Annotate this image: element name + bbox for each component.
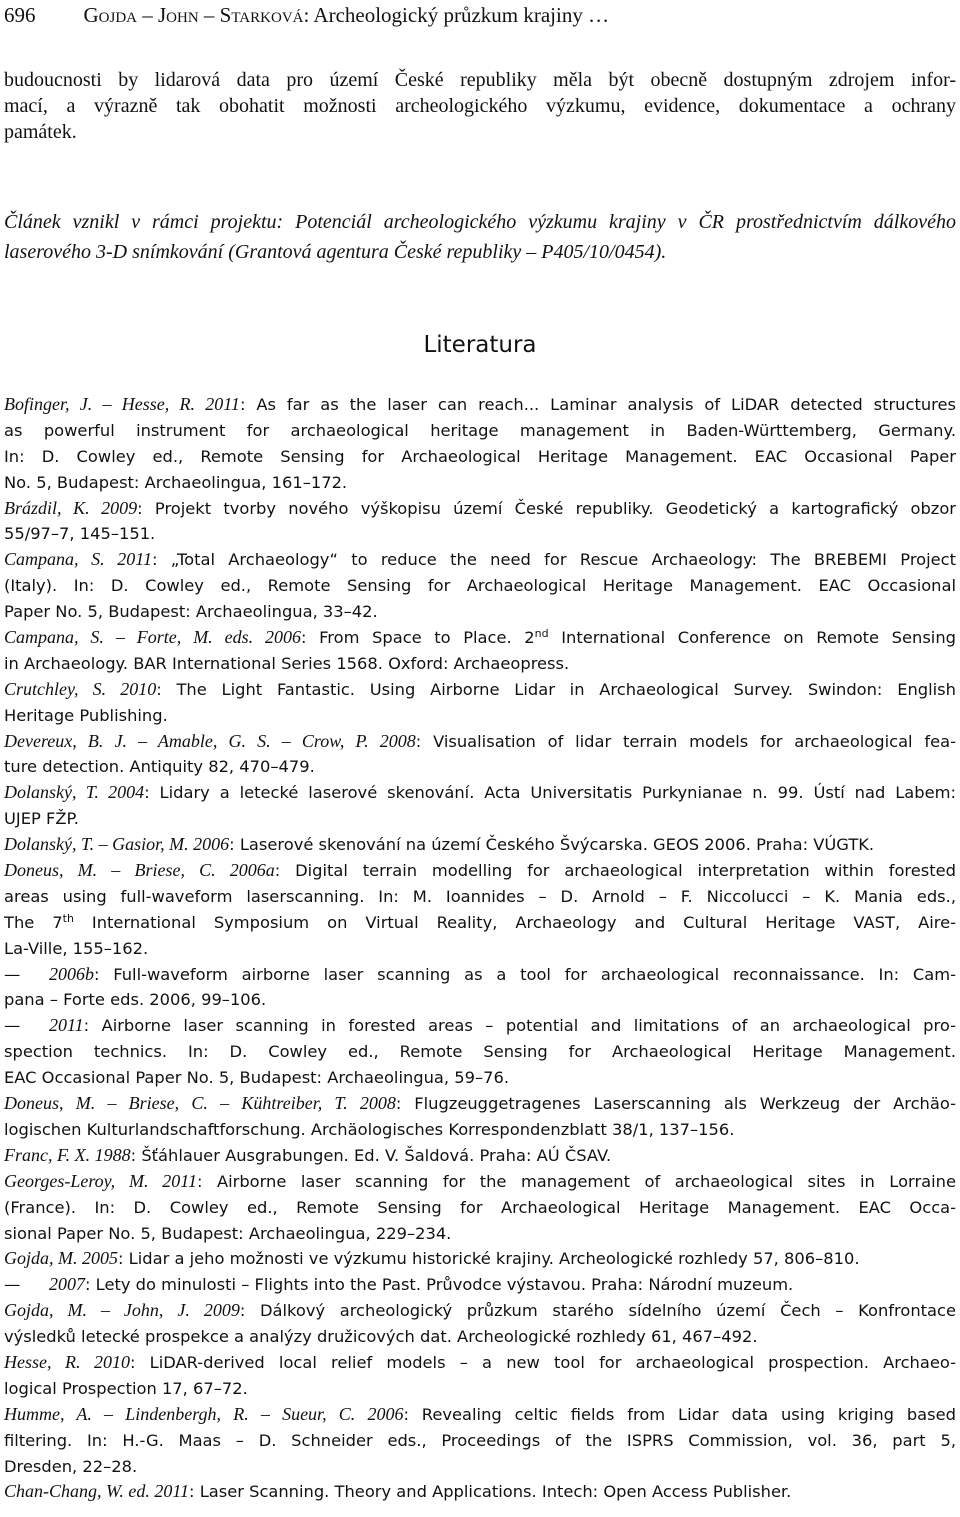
superscript: nd <box>534 627 549 641</box>
body-paragraph <box>4 67 956 145</box>
reference-line: Heritage Publishing. <box>4 705 168 725</box>
reference-line: Gojda, M. – John, J. 2009: Dálkový archeologický průzkum starého sídelního území Čech – Konfrontace <box>4 1300 956 1321</box>
reference-author: Doneus, M. – Briese, C. 2006a <box>4 860 275 881</box>
reference-entry <box>4 780 956 832</box>
reference-author: Franc, F. X. 1988 <box>4 1144 131 1165</box>
reference-entry <box>4 1143 956 1169</box>
reference-line: Doneus, M. – Briese, C. 2006a: Digital terrain modelling for archaeological interpretation within forested <box>4 860 956 881</box>
reference-line: (France). In: D. Cowley ed., Remote Sensing for Archaeological Heritage Management. EAC Occa- <box>4 1197 956 1217</box>
reference-author: Dolanský, T. 2004 <box>4 782 145 803</box>
reference-entry <box>4 1350 956 1402</box>
reference-line: logical Prospection 17, 67–72. <box>4 1378 248 1398</box>
reference-entry <box>4 1402 956 1480</box>
reference-entry <box>4 496 956 548</box>
ditto-dash: — <box>4 964 21 984</box>
ditto-dash: — <box>4 1275 21 1295</box>
reference-line: UJEP FŽP. <box>4 809 79 829</box>
reference-entry <box>4 677 956 729</box>
reference-entry <box>4 392 956 496</box>
page-number: 696 <box>4 3 36 27</box>
reference-line: sional Paper No. 5, Budapest: Archaeolingua, 229–234. <box>4 1223 452 1243</box>
header-title: Archeologický průzkum krajiny … <box>313 3 610 27</box>
reference-line: filtering. In: H.-G. Maas – D. Schneider eds., Proceedings of the ISPRS Commission, vol. 36, part 5, <box>4 1430 956 1450</box>
reference-line: areas using full-waveform laserscanning. In: M. Ioannides – D. Arnold – F. Niccolucci – K. Mania eds., <box>4 886 956 906</box>
reference-author: Campana, S. – Forte, M. eds. 2006 <box>4 627 302 648</box>
reference-line: The 7th International Symposium on Virtual Reality, Archaeology and Cultural Heritage VAST, Aire- <box>4 911 956 932</box>
reference-line: Bofinger, J. – Hesse, R. 2011: As far as the laser can reach... Laminar analysis of LiDAR detected structures <box>4 394 956 414</box>
reference-line: ture detection. Antiquity 82, 470–479. <box>4 757 315 777</box>
reference-line: Humme, A. – Lindenbergh, R. – Sueur, C. 2006: Revealing celtic fields from Lidar data using kriging based <box>4 1403 956 1424</box>
reference-line: pana – Forte eds. 2006, 99–106. <box>4 990 267 1010</box>
reference-list <box>4 392 956 1505</box>
reference-author: Gojda, M. – John, J. 2009 <box>4 1300 240 1321</box>
reference-line: (Italy). In: D. Cowley ed., Remote Sensing for Archaeological Heritage Management. EAC Occasional <box>4 576 956 596</box>
reference-line: Dolanský, T. 2004: Lidary a letecké laserové skenování. Acta Universitatis Purkynianae n. 99. Ústí nad Labem: <box>4 782 956 803</box>
reference-author: Crutchley, S. 2010 <box>4 678 157 699</box>
reference-entry <box>4 1246 956 1272</box>
reference-line: Devereux, B. J. – Amable, G. S. – Crow, P. 2008: Visualisation of lidar terrain models for archaeological fea- <box>4 730 956 751</box>
header-authors: Gojda – John – Starková: <box>83 3 310 27</box>
reference-entry <box>4 625 956 677</box>
reference-author: Georges-Leroy, M. 2011 <box>4 1170 197 1191</box>
reference-entry <box>4 858 956 962</box>
reference-entry <box>4 729 956 781</box>
reference-line: logischen Kulturlandschaftforschung. Archäologisches Korrespondenzblatt 38/1, 137–156. <box>4 1119 735 1139</box>
reference-entry <box>4 1169 956 1247</box>
reference-line: Campana, S. 2011: „Total Archaeology“ to reduce the need for Rescue Archaeology: The BREBEMI Project <box>4 549 957 570</box>
acknowledgement <box>4 207 956 267</box>
reference-author: Doneus, M. – Briese, C. – Kühtreiber, T. 2008 <box>4 1093 396 1114</box>
reference-line: výsledků letecké prospekce a analýzy družicových dat. Archeologické rozhledy 61, 467–492. <box>4 1327 758 1347</box>
reference-line: Franc, F. X. 1988: Šťáhlauer Ausgrabungen. Ed. V. Šaldová. Praha: AÚ ČSAV. <box>4 1144 612 1165</box>
reference-author: Gojda, M. 2005 <box>4 1248 118 1269</box>
reference-line: Dresden, 22–28. <box>4 1456 138 1476</box>
reference-author: Humme, A. – Lindenbergh, R. – Sueur, C. 2006 <box>4 1403 404 1424</box>
reference-line: Hesse, R. 2010: LiDAR-derived local relief models – a new tool for archaeological prospection. Archaeo- <box>4 1351 956 1372</box>
reference-line: in Archaeology. BAR International Series 1568. Oxford: Archaeopress. <box>4 653 570 673</box>
reference-line: In: D. Cowley ed., Remote Sensing for Archaeological Heritage Management. EAC Occasional Paper <box>4 446 956 466</box>
ditto-dash: — <box>4 1016 21 1036</box>
reference-author: Dolanský, T. – Gasior, M. 2006 <box>4 834 230 855</box>
reference-author: Bofinger, J. – Hesse, R. 2011 <box>4 394 240 414</box>
reference-entry <box>4 547 956 625</box>
body-line: budoucnosti by lidarová data pro území České republiky měla být obecně dostupným zdrojem infor- <box>4 69 956 91</box>
reference-line: 55/97–7, 145–151. <box>4 524 156 544</box>
ack-line: laserového 3-D snímkování (Grantová agentura České republiky – P405/10/0454). <box>4 241 667 263</box>
reference-entry <box>4 1272 956 1298</box>
reference-line: Chan-Chang, W. ed. 2011: Laser Scanning. Theory and Applications. Intech: Open Access Publisher. <box>4 1481 792 1502</box>
reference-line: as powerful instrument for archaeological heritage management in Baden-Württemberg, Germany. <box>4 420 956 440</box>
reference-line: Brázdil, K. 2009: Projekt tvorby nového výškopisu území České republiky. Geodetický a kartografický obzor <box>4 497 956 518</box>
ack-line: Článek vznikl v rámci projektu: Potenciál archeologického výzkumu krajiny v ČR prostřednictvím dálkového <box>4 211 956 233</box>
reference-line: Dolanský, T. – Gasior, M. 2006: Laserové skenování na území Českého Švýcarska. GEOS 2006. Praha: VÚGTK. <box>4 834 875 855</box>
reference-line: — 2011: Airborne laser scanning in forested areas – potential and limitations of an archaeological pro- <box>49 1013 956 1039</box>
reference-author: Chan-Chang, W. ed. 2011 <box>4 1481 190 1502</box>
reference-author: Brázdil, K. 2009 <box>4 497 138 518</box>
reference-author: 2006b <box>49 963 94 984</box>
section-heading: Literatura <box>423 332 537 358</box>
reference-author: 2011 <box>49 1015 84 1036</box>
reference-entry <box>4 1479 956 1505</box>
reference-line: — 2006b: Full-waveform airborne laser scanning as a tool for archaeological reconnaissance. In: Cam- <box>49 962 956 988</box>
reference-author: Devereux, B. J. – Amable, G. S. – Crow, P. 2008 <box>4 730 416 751</box>
reference-line: EAC Occasional Paper No. 5, Budapest: Archaeolingua, 59–76. <box>4 1068 510 1088</box>
reference-line: Crutchley, S. 2010: The Light Fantastic. Using Airborne Lidar in Archaeological Survey. Swindon: English <box>4 678 956 699</box>
reference-entry <box>4 832 956 858</box>
reference-line: Georges-Leroy, M. 2011: Airborne laser scanning for the management of archaeological sites in Lorraine <box>4 1170 956 1191</box>
reference-line: No. 5, Budapest: Archaeolingua, 161–172. <box>4 472 348 492</box>
reference-entry <box>4 962 956 1014</box>
reference-entry <box>4 1298 956 1350</box>
reference-author: 2007 <box>49 1274 85 1295</box>
reference-entry <box>4 1013 956 1091</box>
reference-line: Paper No. 5, Budapest: Archaeolingua, 33–42. <box>4 602 378 622</box>
reference-author: Campana, S. 2011 <box>4 549 152 570</box>
reference-author: Hesse, R. 2010 <box>4 1351 130 1372</box>
body-line: mací, a výrazně tak obohatit možnosti archeologického výzkumu, evidence, dokumentace a ochrany <box>4 95 956 117</box>
reference-line: spection technics. In: D. Cowley ed., Remote Sensing for Archaeological Heritage Management. <box>4 1042 956 1062</box>
reference-line: Gojda, M. 2005: Lidar a jeho možnosti ve výzkumu historické krajiny. Archeologické rozhledy 57, 806–810. <box>4 1248 860 1269</box>
reference-entry <box>4 1091 956 1143</box>
running-header <box>4 0 956 34</box>
reference-line: La-Ville, 155–162. <box>4 938 149 958</box>
reference-line: Doneus, M. – Briese, C. – Kühtreiber, T. 2008: Flugzeuggetragenes Laserscanning als Werkzeug der Archäo- <box>4 1093 956 1114</box>
superscript: th <box>62 911 74 925</box>
body-line: památek. <box>4 121 77 143</box>
reference-line: — 2007: Lety do minulosti – Flights into the Past. Průvodce výstavou. Praha: Národní muzeum. <box>49 1272 956 1298</box>
reference-line: Campana, S. – Forte, M. eds. 2006: From Space to Place. 2nd International Conference on Remote Sensing <box>4 627 956 648</box>
